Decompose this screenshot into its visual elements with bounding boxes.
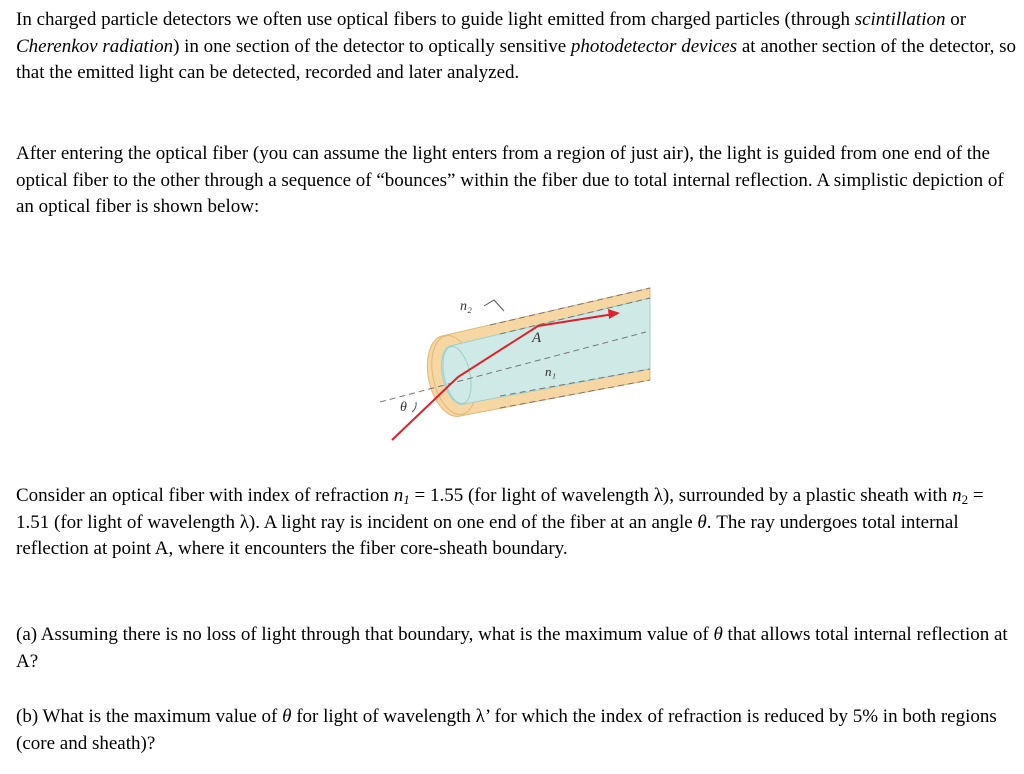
problem-text-2: = 1.55 (for light of wavelength λ), surrounded by a plastic sheath with — [409, 485, 953, 506]
problem-statement-paragraph — [16, 483, 1016, 563]
label-n2: n₂ — [460, 299, 472, 314]
question-a-text-1: (a) Assuming there is no loss of light through that boundary, what is the maximum value of — [16, 624, 714, 645]
intro-text-4: at another section of the detector, so that the emitted light can be detected, recorded and later analyzed. — [16, 35, 1016, 83]
question-a-paragraph — [16, 622, 1016, 675]
symbol-n2-subscript: 2 — [961, 492, 969, 507]
symbol-theta: θ — [697, 511, 707, 533]
problem-text-3: = 1.51 (for light of wavelength λ). A light ray is incident on one end of the fiber at an angle — [16, 485, 984, 533]
term-scintillation: scintillation — [854, 9, 946, 30]
symbol-n2: n — [952, 485, 962, 506]
question-b-text-1: (b) What is the maximum value of — [16, 706, 283, 727]
label-n1: n₁ — [545, 364, 557, 379]
n2-leader-line — [484, 300, 504, 311]
term-photodetector: photodetector devices — [570, 35, 738, 57]
question-a-theta: θ — [713, 624, 723, 645]
theta-arc — [412, 402, 416, 412]
question-b-theta: θ — [282, 706, 292, 727]
problem-text-4: . The ray undergoes total internal reflection at point A, where it encounters the fiber core-sheath boundary. — [16, 511, 959, 559]
label-theta: θ — [400, 400, 407, 415]
intro-text-2: or — [945, 9, 967, 30]
question-a-text-2: that allows total internal reflection at A? — [16, 624, 1008, 672]
question-b-paragraph — [16, 704, 1016, 757]
label-point-A: A — [532, 330, 542, 346]
question-b-text-2: for light of wavelength λ’ for which the index of refraction is reduced by 5% in both regions (core and sheath)? — [16, 706, 997, 754]
symbol-n1: n — [393, 485, 404, 506]
fiber-description-paragraph — [16, 141, 1016, 221]
term-cherenkov: Cherenkov radiation — [16, 35, 174, 57]
problem-text-1: Consider an optical fiber with index of refraction — [16, 485, 394, 506]
intro-paragraph — [16, 7, 1016, 87]
fiber-description-text: After entering the optical fiber (you can assume the light enters from a region of just air), the light is guided from one end of the optical fiber to the other through a sequence of “bounces” within the fiber due to total internal reflection. A simplistic depiction of an optical fiber is shown below: — [16, 143, 1004, 217]
optical-fiber-diagram — [372, 278, 652, 444]
intro-text-3: ) in one section of the detector to optically sensitive — [173, 35, 571, 57]
symbol-n1-subscript: 1 — [403, 492, 410, 507]
intro-text-1: In charged particle detectors we often use optical fibers to guide light emitted from charged particles (through — [16, 9, 855, 30]
